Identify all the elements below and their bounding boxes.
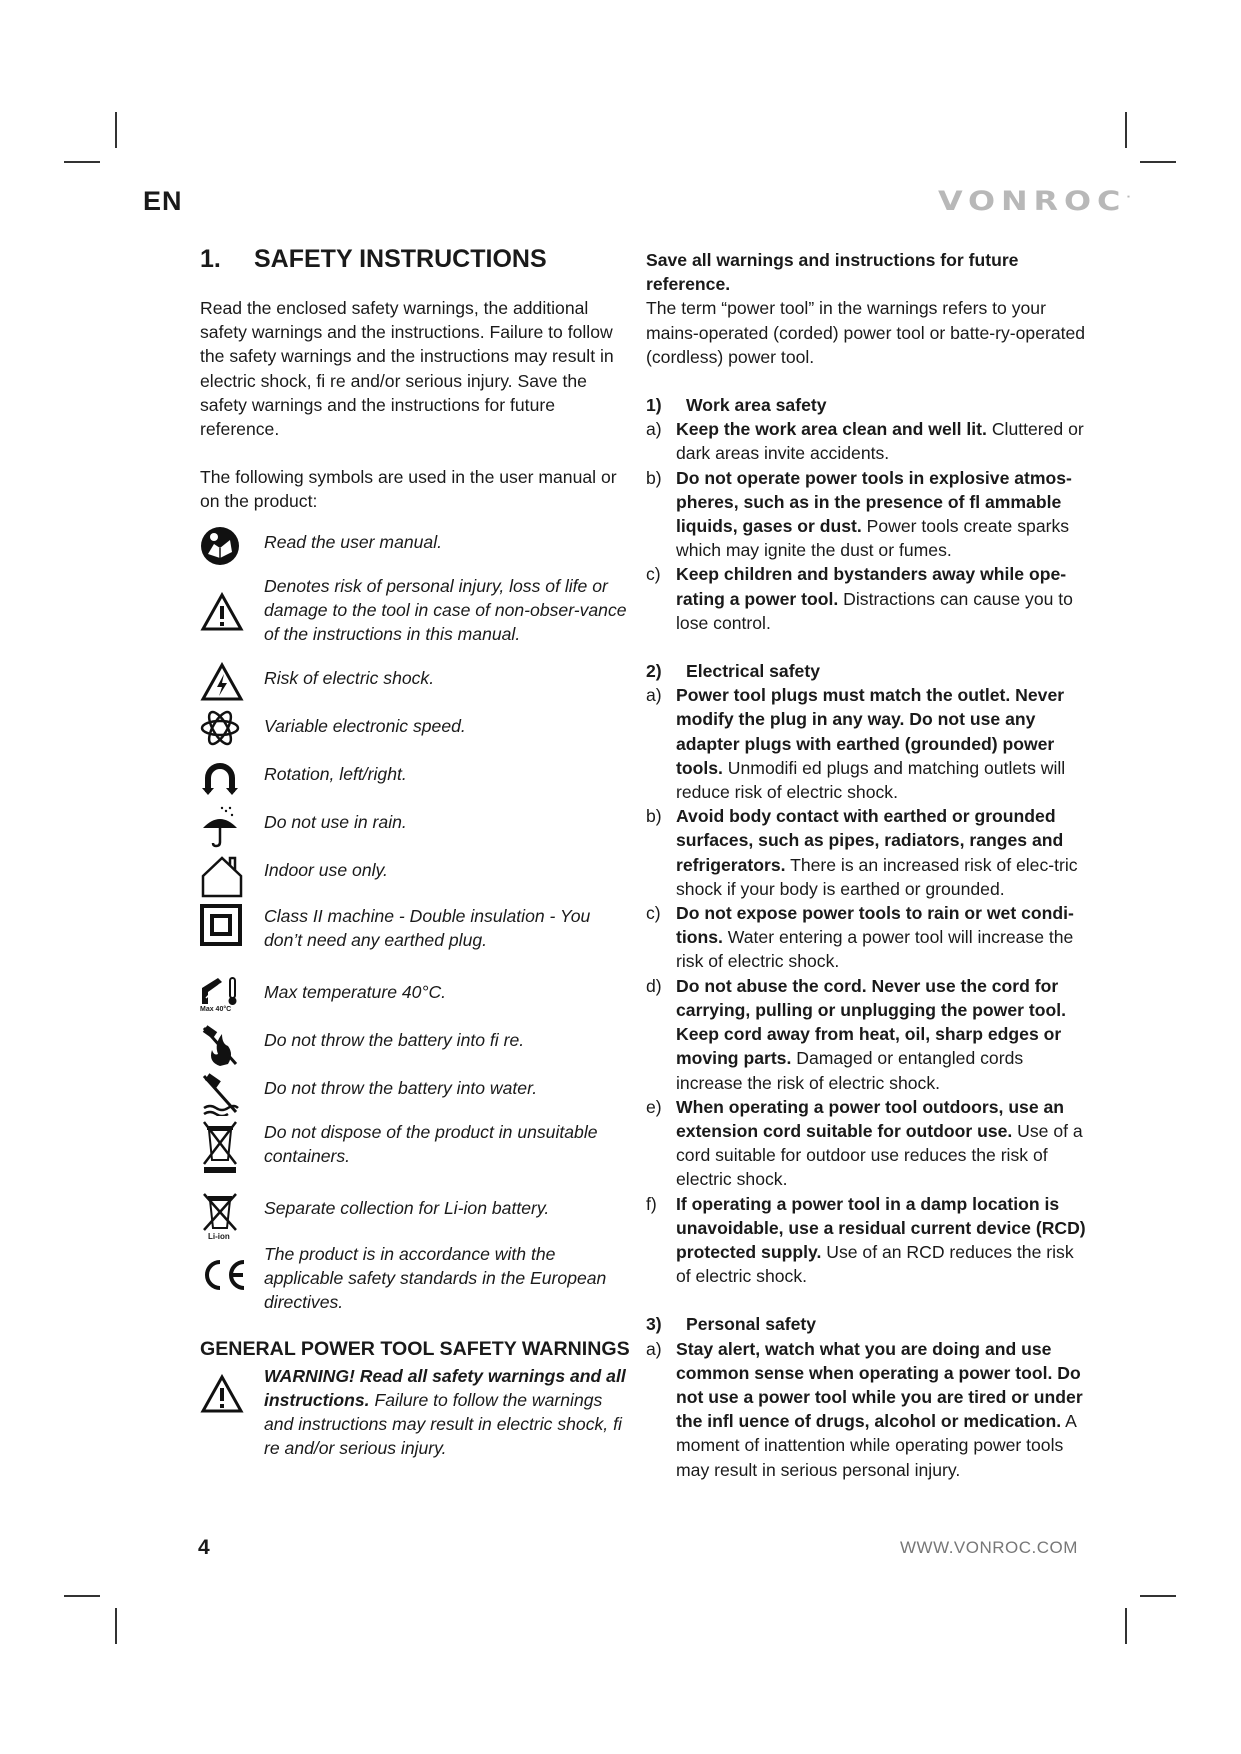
list-item <box>646 1337 1086 1482</box>
symbol-description: Read the user manual. <box>264 531 442 552</box>
item-letter: e) <box>646 1096 662 1117</box>
left-column <box>200 244 630 1460</box>
brand-logo: VONROC· <box>938 186 1131 217</box>
crop-mark <box>115 112 117 148</box>
item-letter: c) <box>646 564 661 585</box>
item-letter: f) <box>646 1193 657 1214</box>
read-manual-icon <box>200 526 240 566</box>
symbol-description: Class II machine - Double insulation - You don’t need any earthed plug. <box>264 905 591 950</box>
item-text: Do not expose power tools to rain or wet condi-tions. Water entering a power tool will increase the risk of electric shock. <box>676 903 1074 972</box>
symbol-row <box>200 806 630 854</box>
section-heading: 3) Personal safety <box>646 1314 817 1335</box>
website-url: WWW.VONROC.COM <box>900 1538 1078 1557</box>
item-text: Avoid body contact with earthed or grounded surfaces, such as pipes, radiators, ranges and refrigerators. There is an increased risk of elec-tric shock if your body is earthed or grounded. <box>676 806 1078 899</box>
item-text: Do not abuse the cord. Never use the cord for carrying, pulling or unplugging the power tool. Keep cord away from heat, oil, sharp edges or moving parts. Damaged or entangled cords increase the risk of electric shock. <box>676 975 1066 1093</box>
item-letter: a) <box>646 685 662 706</box>
no-rain-icon <box>200 806 240 848</box>
section-heading: 2) Electrical safety <box>646 661 820 682</box>
list-item <box>646 417 1086 465</box>
indoor-icon <box>200 854 244 898</box>
save-instructions: Save all warnings and instructions for future reference. <box>646 250 1019 295</box>
symbol-row <box>200 1072 630 1120</box>
crop-mark <box>1140 1595 1176 1597</box>
crop-mark <box>1140 161 1176 163</box>
section-electrical <box>646 659 1086 1288</box>
item-letter: d) <box>646 975 662 996</box>
list-item <box>646 466 1086 563</box>
item-text: If operating a power tool in a damp location is unavoidable, use a residual current device (RCD) protected supply. Use of an RCD reduces the risk of electric shock. <box>676 1193 1086 1287</box>
item-letter: b) <box>646 467 662 488</box>
item-text: Keep children and bystanders away while ope-rating a power tool. Distractions can cause you to lose control. <box>676 564 1073 633</box>
general-warning-row <box>200 1364 630 1461</box>
class-ii-icon <box>200 904 242 946</box>
item-letter: b) <box>646 806 662 827</box>
symbol-description: Risk of electric shock. <box>264 667 435 688</box>
li-ion-label: Li-ion <box>208 1231 230 1241</box>
list-item <box>646 683 1086 804</box>
symbol-description: The product is in accordance with the applicable safety standards in the European directives. <box>264 1243 607 1313</box>
symbol-row <box>200 1024 630 1072</box>
symbol-description: Separate collection for Li-ion battery. <box>264 1197 550 1218</box>
symbol-row <box>200 574 630 658</box>
list-item <box>646 562 1086 635</box>
warning-icon <box>200 1374 244 1414</box>
page-title: 1. SAFETY INSTRUCTIONS <box>200 245 547 273</box>
right-column <box>646 248 1086 1482</box>
no-fire-icon <box>200 1024 240 1068</box>
symbol-description: Max temperature 40°C. <box>264 981 447 1002</box>
list-item <box>646 901 1086 974</box>
section-heading: 1) Work area safety <box>646 395 827 416</box>
electric-shock-icon <box>200 662 244 702</box>
symbol-row <box>200 1192 630 1242</box>
symbol-description: Denotes risk of personal injury, loss of life or damage to the tool in case of non-obser-vance of the instructions in this manual. <box>264 575 627 645</box>
general-warnings-title: GENERAL POWER TOOL SAFETY WARNINGS <box>200 1337 630 1360</box>
li-ion-bin-icon <box>200 1192 240 1232</box>
symbol-row <box>200 526 630 574</box>
item-text: Keep the work area clean and well lit. Cluttered or dark areas invite accidents. <box>676 419 1084 464</box>
section-work-area <box>646 393 1086 635</box>
symbol-row <box>200 662 630 710</box>
item-letter: a) <box>646 419 662 440</box>
power-tool-term: The term “power tool” in the warnings refers to your mains-operated (corded) power tool or batte-ry-operated (cordless) power tool. <box>646 298 1086 367</box>
weee-bin-icon <box>200 1120 240 1174</box>
symbols-intro: The following symbols are used in the user manual or on the product: <box>200 467 617 512</box>
item-text: Do not operate power tools in explosive atmos-pheres, such as in the presence of fl ammable liquids, gases or dust. Power tools create sparks which may ignite the dust or fumes. <box>676 467 1072 561</box>
list-item <box>646 1192 1086 1289</box>
warning-icon <box>200 592 244 632</box>
symbol-row <box>200 904 630 976</box>
list-item <box>646 804 1086 901</box>
symbol-row <box>200 854 630 902</box>
symbol-description: Do not throw the battery into water. <box>264 1077 538 1098</box>
symbol-description: Variable electronic speed. <box>264 715 466 736</box>
crop-mark <box>64 161 100 163</box>
symbol-row <box>200 1120 630 1192</box>
ce-mark-icon <box>200 1258 248 1292</box>
general-warning-bold: WARNING! Read all safety warnings and all instructions. <box>264 1365 626 1410</box>
item-text: Stay alert, watch what you are doing and use common sense when operating a power tool. Do not use a power tool while you are tired or under the infl uence of drugs, alcohol or medication. A moment of inattention while operating power tools may result in serious personal injury. <box>676 1338 1083 1480</box>
symbol-row <box>200 758 630 806</box>
language-code: EN <box>143 186 183 216</box>
symbol-description <box>264 1364 630 1461</box>
max-temperature-icon <box>200 976 240 1006</box>
max-temperature-label: Max 40°C <box>200 1005 232 1013</box>
section-personal <box>646 1312 1086 1481</box>
page-number: 4 <box>198 1536 210 1559</box>
symbol-description: Do not throw the battery into fi re. <box>264 1029 525 1050</box>
item-letter: c) <box>646 903 661 924</box>
intro-paragraph: Read the enclosed safety warnings, the additional safety warnings and the instructions. Failure to follow the safety warnings and the instructions may result in electric shock, fi re and/or serious injury. Save the safety warnings and the instructions for future reference. <box>200 298 614 440</box>
variable-speed-icon <box>200 710 240 746</box>
no-water-icon <box>200 1072 240 1116</box>
item-text: When operating a power tool outdoors, use an extension cord suitable for outdoor use. Use of a cord suitable for outdoor use reduces the risk of electric shock. <box>676 1096 1083 1190</box>
rotation-icon <box>200 758 240 796</box>
item-text: Power tool plugs must match the outlet. Never modify the plug in any way. Do not use any adapter plugs with earthed (grounded) power tools. Unmodifi ed plugs and matching outlets will reduce risk of electric shock. <box>676 685 1066 803</box>
symbol-description: Indoor use only. <box>264 859 388 880</box>
item-letter: a) <box>646 1338 662 1359</box>
crop-mark <box>64 1595 100 1597</box>
symbol-row <box>200 710 630 758</box>
symbol-description: Do not use in rain. <box>264 811 407 832</box>
list-item <box>646 974 1086 1095</box>
symbol-row <box>200 1242 630 1334</box>
symbol-row <box>200 976 630 1024</box>
symbol-description: Rotation, left/right. <box>264 763 407 784</box>
crop-mark <box>1125 112 1127 148</box>
symbol-description: Do not dispose of the product in unsuitable containers. <box>264 1121 598 1166</box>
general-warning-text: Failure to follow the warnings and instructions may result in electric shock, fi re and/or serious injury. <box>264 1389 622 1459</box>
crop-mark <box>115 1608 117 1644</box>
list-item <box>646 1095 1086 1192</box>
crop-mark <box>1125 1608 1127 1644</box>
